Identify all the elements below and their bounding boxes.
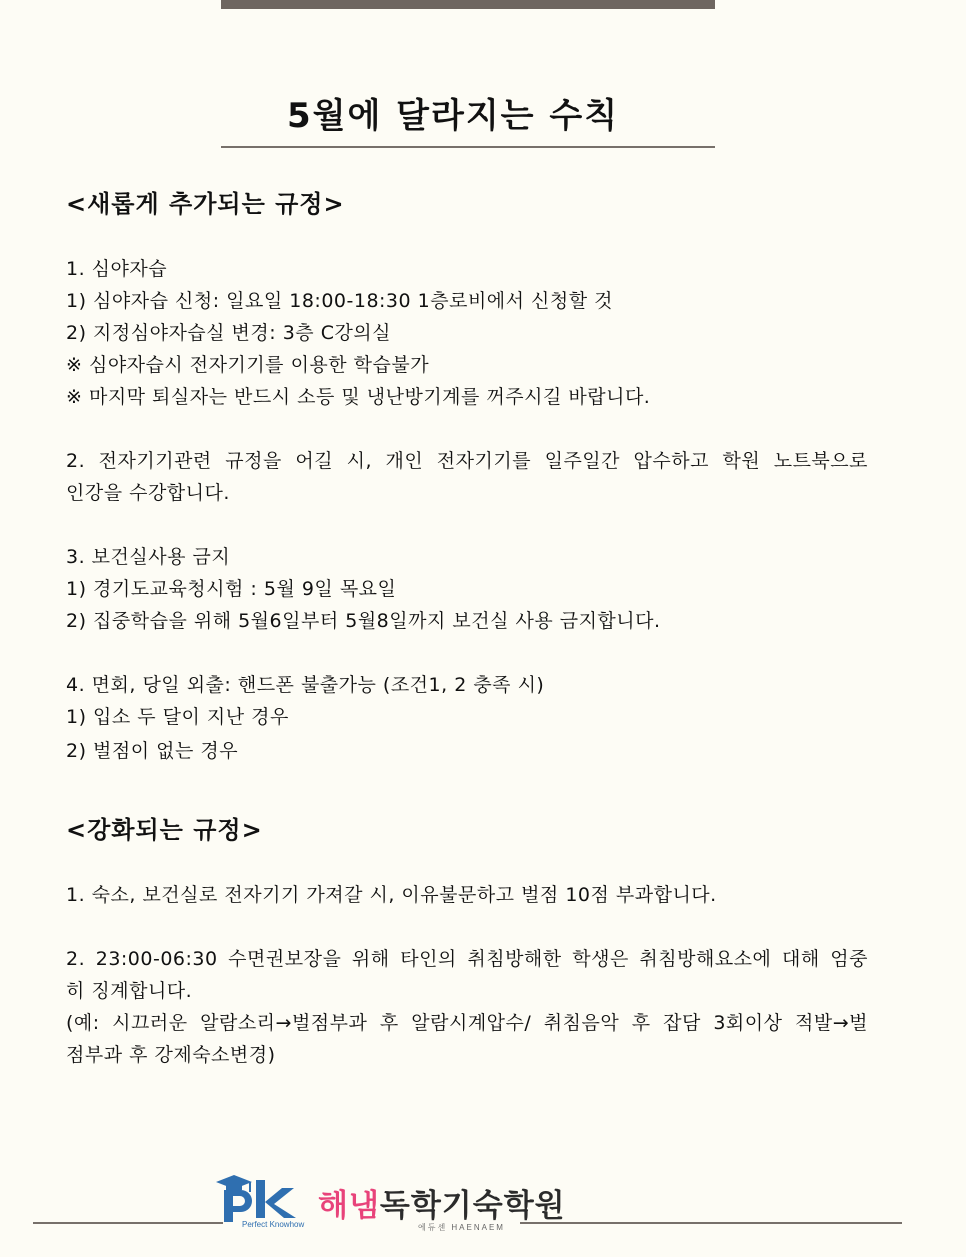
rule-line: 히 징계합니다. <box>66 980 193 1002</box>
rule-line: 2) 집중학습을 위해 5월6일부터 5월8일까지 보건실 사용 금지합니다. <box>66 610 661 632</box>
page-title: 5월에 달라지는 수칙 <box>286 96 620 136</box>
footer-rule-left <box>33 1222 223 1224</box>
rule-line: 1. 숙소, 보건실로 전자기기 가져갈 시, 이유불문하고 벌점 10점 부과합니다. <box>66 884 717 906</box>
rule-line: 1) 경기도교육청시험 : 5월 9일 목요일 <box>66 578 397 600</box>
academy-logo <box>212 1172 632 1234</box>
rule-paragraph: 2. 23:00-06:30 수면권보장을 위해 타인의 취침방해한 학생은 취침방해요소에 대해 엄중 <box>66 948 868 970</box>
academy-name-pink: 해냄 <box>318 1188 380 1224</box>
rule-line: 인강을 수강합니다. <box>66 482 230 504</box>
rule-line: 1) 심야자습 신청: 일요일 18:00-18:30 1층로비에서 신청할 것 <box>66 290 614 312</box>
rule-paragraph: 2. 전자기기관련 규정을 어길 시, 개인 전자기기를 일주일간 압수하고 학원 노트북으로 <box>66 450 868 472</box>
rule-line: ※ 심야자습시 전자기기를 이용한 학습불가 <box>66 354 430 376</box>
rule-line: 점부과 후 강제숙소변경) <box>66 1044 276 1066</box>
rule-paragraph: (예: 시끄러운 알람소리→벌점부과 후 알람시계압수/ 취침음악 후 잡담 3회이상 적발→벌 <box>66 1012 868 1034</box>
rule-line: 2) 지정심야자습실 변경: 3층 C강의실 <box>66 322 392 344</box>
logo-tagline: Perfect Knowhow <box>242 1220 305 1229</box>
rule-line: 3. 보건실사용 금지 <box>66 546 231 568</box>
title-underline <box>221 146 715 148</box>
rule-line: 1) 입소 두 달이 지난 경우 <box>66 706 289 728</box>
top-decor-bar <box>221 0 715 9</box>
rule-line: 1. 심야자습 <box>66 258 168 280</box>
rule-line: 2) 벌점이 없는 경우 <box>66 740 239 762</box>
rule-line: ※ 마지막 퇴실자는 반드시 소등 및 냉난방기계를 꺼주시길 바랍니다. <box>66 386 651 408</box>
section-heading-strengthened-rules: <강화되는 규정> <box>66 816 263 844</box>
academy-name-dark: 독학기숙학원 <box>379 1188 566 1224</box>
logo-subtitle: 에듀센 HAENAEM <box>418 1223 505 1232</box>
rule-line: 4. 면회, 당일 외출: 핸드폰 불출가능 (조건1, 2 충족 시) <box>66 674 545 696</box>
academy-name <box>318 1180 566 1225</box>
section-heading-new-rules: <새롭게 추가되는 규정> <box>66 190 345 218</box>
